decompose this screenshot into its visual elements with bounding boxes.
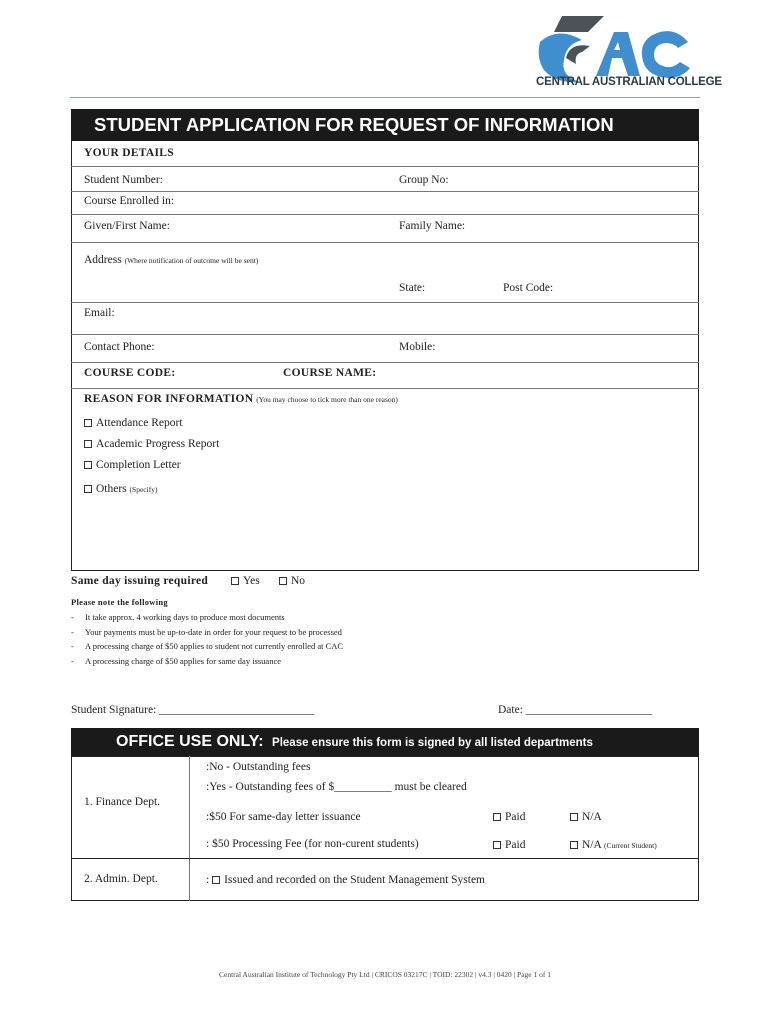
office-title-sub: Please ensure this form is signed by all listed departments <box>272 737 593 749</box>
same-day-fee-option[interactable]: :$50 For same-day letter issuance <box>206 811 361 823</box>
same-day-yes[interactable]: Yes <box>231 575 260 587</box>
family-name-field[interactable]: Family Name: <box>399 220 466 232</box>
same-day-label: Same day issuing required <box>71 575 209 587</box>
checkbox[interactable] <box>570 841 578 849</box>
yes-fees-option[interactable]: :Yes - Outstanding fees of $__________ must be cleared <box>206 781 467 793</box>
checkbox[interactable] <box>493 813 501 821</box>
processing-fee-na[interactable]: N/A (Current Student) <box>570 839 657 851</box>
logo-text: CENTRAL AUSTRALIAN COLLEGE <box>536 76 722 88</box>
reason-option-progress[interactable]: Academic Progress Report <box>84 438 219 450</box>
admin-dept-label: 2. Admin. Dept. <box>84 873 158 885</box>
processing-fee-paid[interactable]: Paid <box>493 839 525 851</box>
student-signature-field[interactable]: Student Signature: ___________________________ <box>71 704 315 716</box>
checkbox[interactable] <box>231 577 239 585</box>
reason-heading-label: REASON FOR INFORMATION <box>84 393 254 405</box>
finance-dept-label: 1. Finance Dept. <box>84 796 161 808</box>
checkbox[interactable] <box>212 876 220 884</box>
reason-heading <box>84 393 398 405</box>
mobile-field[interactable]: Mobile: <box>399 341 436 353</box>
checkbox[interactable] <box>84 440 92 448</box>
note-dash: - <box>71 656 74 666</box>
reason-option-attendance[interactable]: Attendance Report <box>84 417 183 429</box>
note-dash: - <box>71 641 74 651</box>
page-title: STUDENT APPLICATION FOR REQUEST OF INFORMATION <box>94 114 614 135</box>
row-divider <box>71 242 699 243</box>
given-name-field[interactable]: Given/First Name: <box>84 220 170 232</box>
note-dash: - <box>71 627 74 637</box>
row-divider <box>71 191 699 192</box>
checkbox[interactable] <box>493 841 501 849</box>
row-divider <box>71 302 699 303</box>
checkbox[interactable] <box>570 813 578 821</box>
note-dash: - <box>71 612 74 622</box>
email-field[interactable]: Email: <box>84 307 115 319</box>
same-day-fee-na[interactable]: N/A <box>570 811 602 823</box>
course-enrolled-field[interactable]: Course Enrolled in: <box>84 195 175 207</box>
same-day-no[interactable]: No <box>279 575 305 587</box>
contact-phone-field[interactable]: Contact Phone: <box>84 341 155 353</box>
row-divider <box>71 166 699 167</box>
checkbox[interactable] <box>84 419 92 427</box>
address-note: (Where notification of outcome will be sent) <box>124 256 259 265</box>
footer: Central Australian Institute of Technology Pty Ltd | CRICOS 03217C | TOID: 22302 | v4.3 | 0420 | Page 1 of 1 <box>219 970 551 979</box>
row-divider <box>71 858 699 859</box>
reason-heading-note: (You may choose to tick more than one reason) <box>256 395 398 404</box>
office-title-main: OFFICE USE ONLY: <box>116 733 264 750</box>
note-item: Your payments must be up-to-date in order for your request to be processed <box>85 627 342 637</box>
row-divider <box>71 334 699 335</box>
notes-heading: Please note the following <box>71 597 168 607</box>
post-code-field[interactable]: Post Code: <box>503 282 554 294</box>
same-day-fee-paid[interactable]: Paid <box>493 811 525 823</box>
processing-fee-option[interactable]: : $50 Processing Fee (for non-curent students) <box>206 838 419 850</box>
note-item: It take approx. 4 working days to produce most documents <box>85 612 285 622</box>
checkbox[interactable] <box>279 577 287 585</box>
col-divider <box>189 756 190 901</box>
details-frame <box>71 109 699 571</box>
header-divider <box>70 97 700 98</box>
reason-option-others[interactable]: Others (Specify) <box>84 483 157 495</box>
note-item: A processing charge of $50 applies to student not currently enrolled at CAC <box>85 641 344 651</box>
date-field[interactable]: Date: ______________________ <box>498 704 653 716</box>
reason-option-completion[interactable]: Completion Letter <box>84 459 181 471</box>
row-divider <box>71 214 699 215</box>
row-divider <box>71 362 699 363</box>
student-number-field[interactable]: Student Number: <box>84 174 163 186</box>
address-field[interactable] <box>84 254 258 266</box>
checkbox[interactable] <box>84 485 92 493</box>
note-item: A processing charge of $50 applies for same day issuance <box>85 656 281 666</box>
course-name-field[interactable]: COURSE NAME: <box>283 367 377 379</box>
issued-option[interactable]: : Issued and recorded on the Student Management System <box>206 874 486 886</box>
checkbox[interactable] <box>84 461 92 469</box>
section-your-details: YOUR DETAILS <box>84 147 174 159</box>
row-divider <box>71 388 699 389</box>
state-field[interactable]: State: <box>399 282 426 294</box>
group-no-field[interactable]: Group No: <box>399 174 449 186</box>
no-fees-option[interactable]: :No - Outstanding fees <box>206 761 311 773</box>
course-code-field[interactable]: COURSE CODE: <box>84 367 176 379</box>
office-title <box>116 733 593 751</box>
address-label: Address <box>84 254 122 266</box>
